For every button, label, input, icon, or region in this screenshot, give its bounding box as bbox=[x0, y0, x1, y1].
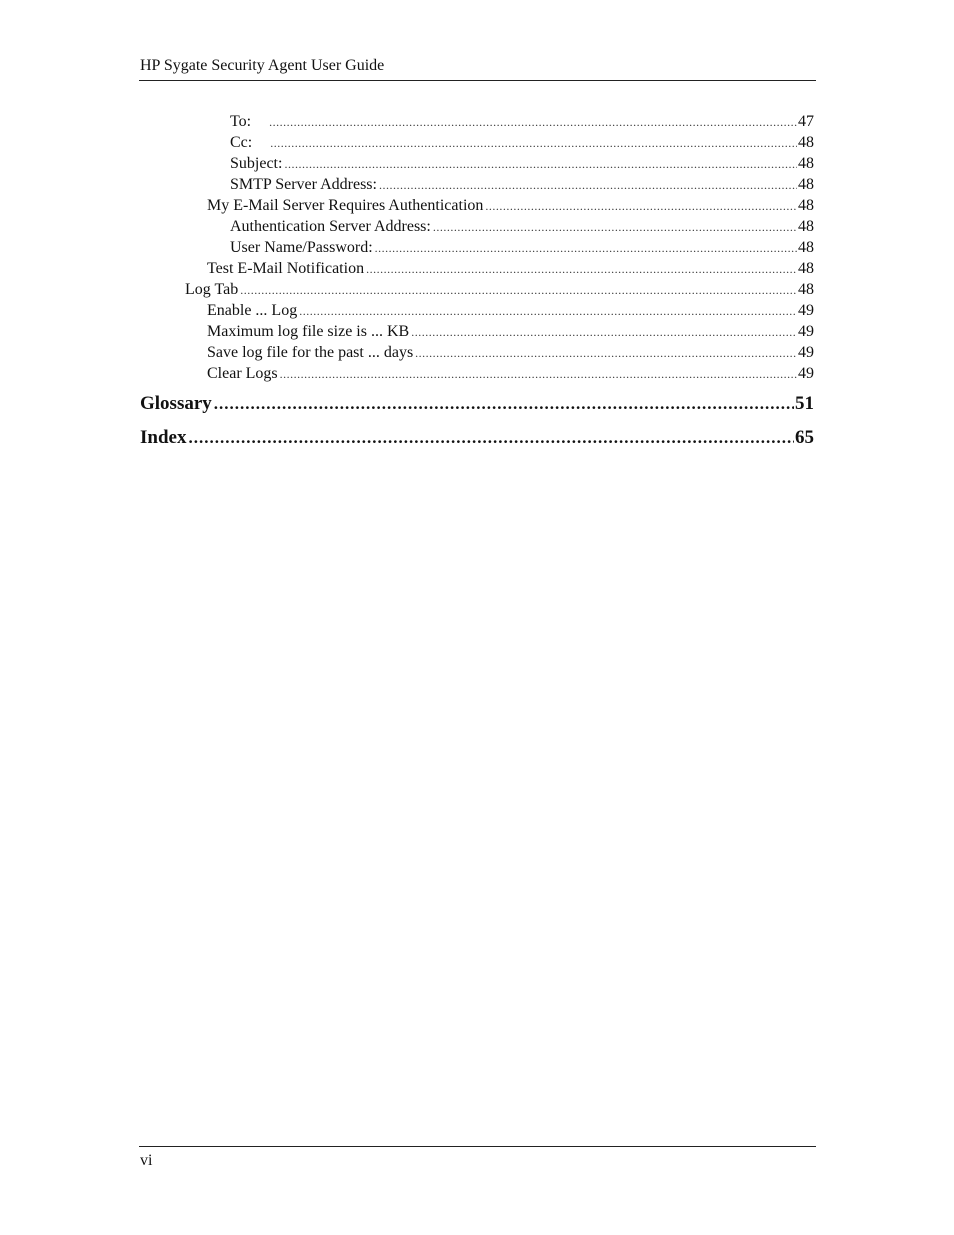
toc-dot-leader bbox=[269, 112, 797, 132]
toc-entry[interactable] bbox=[230, 175, 814, 196]
toc-dot-leader bbox=[188, 426, 794, 450]
toc-entry-label: My E-Mail Server Requires Authentication bbox=[207, 197, 484, 214]
toc-entry-label: Maximum log file size is ... KB bbox=[207, 323, 410, 340]
toc-dot-leader bbox=[214, 392, 794, 416]
toc-entry-label: Subject: bbox=[230, 155, 283, 172]
toc-entry-label: Cc: bbox=[230, 134, 253, 151]
toc-entry[interactable] bbox=[230, 238, 814, 259]
toc-page-number: 48 bbox=[798, 197, 814, 214]
toc-dot-leader bbox=[240, 280, 797, 300]
toc-entry[interactable] bbox=[230, 217, 814, 238]
toc-entry[interactable] bbox=[207, 259, 814, 280]
toc-entry-label: Clear Logs bbox=[207, 365, 278, 382]
toc-entry-label: Index bbox=[140, 427, 187, 448]
header-title: HP Sygate Security Agent User Guide bbox=[140, 57, 385, 74]
toc-entry[interactable] bbox=[207, 343, 814, 364]
toc-dot-leader bbox=[415, 343, 797, 363]
toc-dot-leader bbox=[375, 238, 797, 258]
toc-entry[interactable] bbox=[230, 112, 814, 133]
toc-chapter-entry[interactable] bbox=[140, 426, 814, 452]
toc-entry-label: Save log file for the past ... days bbox=[207, 344, 414, 361]
toc-page-number: 48 bbox=[798, 281, 814, 298]
toc-page-number: 51 bbox=[795, 393, 814, 414]
toc-entry-label: Enable ... Log bbox=[207, 302, 298, 319]
toc-entry-label: SMTP Server Address: bbox=[230, 176, 377, 193]
toc-entry-label: Log Tab bbox=[185, 281, 239, 298]
toc-entry[interactable] bbox=[207, 322, 814, 343]
toc-dot-leader bbox=[485, 196, 797, 216]
toc-page-number: 48 bbox=[798, 239, 814, 256]
toc-page-number: 49 bbox=[798, 302, 814, 319]
toc-dot-leader bbox=[284, 154, 797, 174]
toc-page-number: 65 bbox=[795, 427, 814, 448]
toc-entry[interactable] bbox=[207, 364, 814, 385]
table-of-contents bbox=[0, 0, 954, 460]
toc-page-number: 48 bbox=[798, 155, 814, 172]
toc-entry[interactable] bbox=[185, 280, 814, 301]
toc-entry-label: Glossary bbox=[140, 393, 212, 414]
toc-page-number: 48 bbox=[798, 218, 814, 235]
toc-entry[interactable] bbox=[207, 301, 814, 322]
footer-page-number: vi bbox=[140, 1152, 153, 1169]
toc-page-number: 49 bbox=[798, 365, 814, 382]
toc-dot-leader bbox=[411, 322, 797, 342]
toc-dot-leader bbox=[270, 133, 797, 153]
toc-dot-leader bbox=[366, 259, 797, 279]
toc-entry[interactable] bbox=[207, 196, 814, 217]
toc-dot-leader bbox=[299, 301, 797, 321]
toc-page-number: 49 bbox=[798, 344, 814, 361]
toc-page-number: 48 bbox=[798, 134, 814, 151]
toc-page-number: 48 bbox=[798, 260, 814, 277]
toc-entry-label: Authentication Server Address: bbox=[230, 218, 431, 235]
toc-dot-leader bbox=[433, 217, 797, 237]
toc-page-number: 48 bbox=[798, 176, 814, 193]
toc-dot-leader bbox=[280, 364, 797, 384]
toc-entry-label: To: bbox=[230, 113, 252, 130]
page-footer bbox=[139, 1146, 816, 1177]
toc-page-number: 47 bbox=[798, 113, 814, 130]
toc-entry[interactable] bbox=[230, 154, 814, 175]
toc-entry[interactable] bbox=[230, 133, 814, 154]
toc-entry-label: User Name/Password: bbox=[230, 239, 373, 256]
toc-chapter-entry[interactable] bbox=[140, 392, 814, 418]
toc-entry-label: Test E-Mail Notification bbox=[207, 260, 365, 277]
toc-dot-leader bbox=[379, 175, 797, 195]
toc-page-number: 49 bbox=[798, 323, 814, 340]
